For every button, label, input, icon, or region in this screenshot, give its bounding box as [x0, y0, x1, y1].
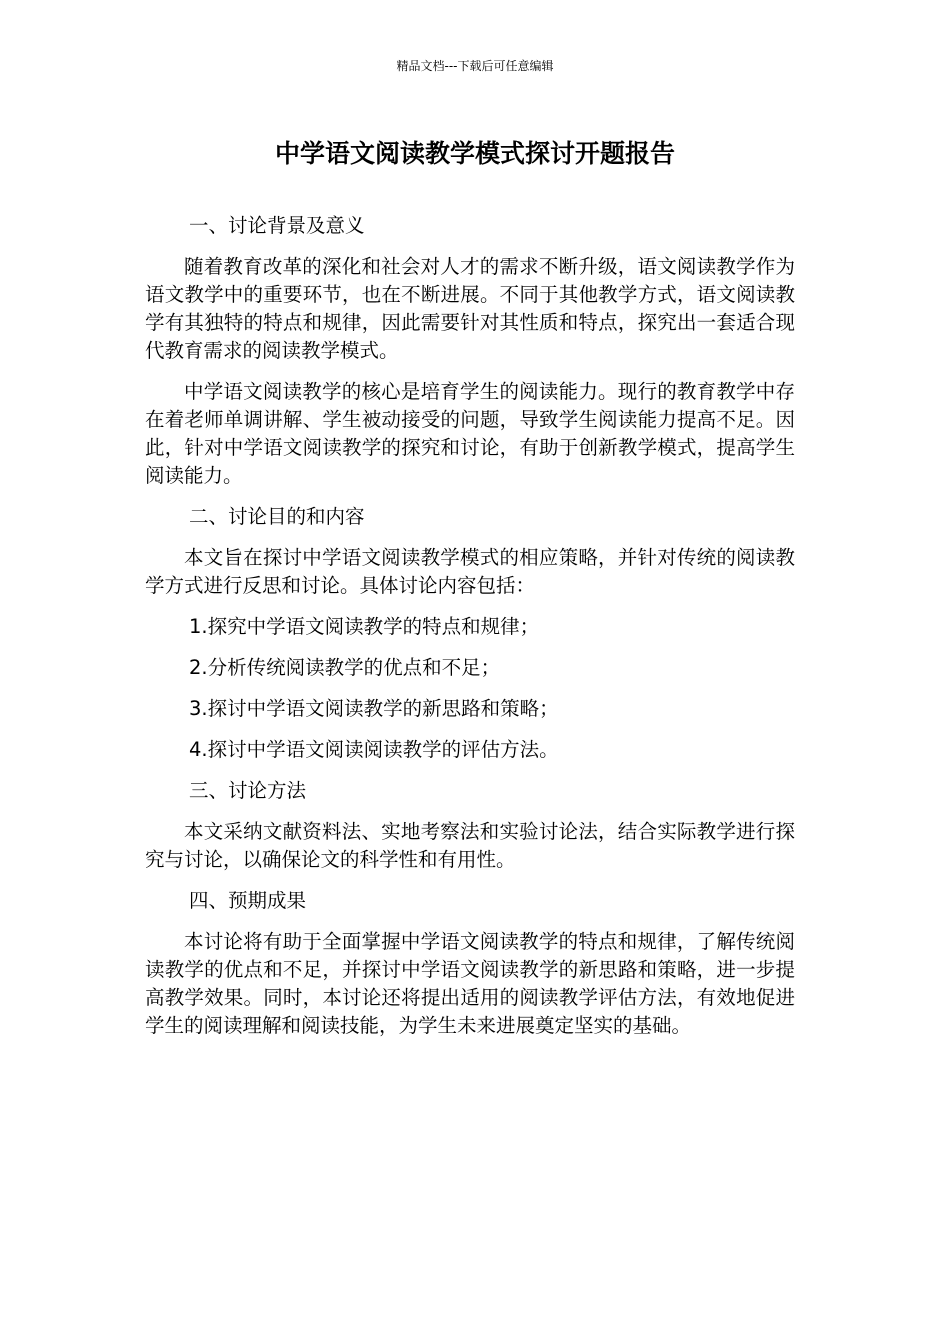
list-item: 4.探讨中学语文阅读阅读教学的评估方法。	[189, 738, 559, 761]
list-item: 3.探讨中学语文阅读教学的新思路和策略；	[189, 697, 559, 720]
paragraph-background-1: 随着教育改革的深化和社会对人才的需求不断升级，语文阅读教学作为语文教学中的重要环节，也在不断进展。不同于其他教学方式，语文阅读教学有其独特的特点和规律，因此需要针对其性质和特点，探究出一套适合现代教育需求的阅读教学模式。	[145, 255, 795, 362]
list-item: 1.探究中学语文阅读教学的特点和规律；	[189, 615, 540, 638]
section-heading-purpose: 二、讨论目的和内容	[189, 505, 365, 528]
list-item: 2.分析传统阅读教学的优点和不足；	[189, 656, 501, 679]
document-body	[145, 212, 795, 1053]
document-title: 中学语文阅读教学模式探讨开题报告	[274, 139, 675, 168]
section-heading-outcome: 四、预期成果	[189, 889, 307, 912]
paragraph-purpose: 本文旨在探讨中学语文阅读教学模式的相应策略，并针对传统的阅读教学方式进行反思和讨论。具体讨论内容包括：	[145, 546, 795, 597]
section-heading-method: 三、讨论方法	[189, 779, 307, 802]
paragraph-method: 本文采纳文献资料法、实地考察法和实验讨论法，结合实际教学进行探究与讨论，以确保论文的科学性和有用性。	[145, 820, 795, 871]
paragraph-background-2: 中学语文阅读教学的核心是培育学生的阅读能力。现行的教育教学中存在着老师单调讲解、学生被动接受的问题，导致学生阅读能力提高不足。因此，针对中学语文阅读教学的探究和讨论，有助于创新教学模式，提高学生阅读能力。	[145, 380, 795, 487]
header-note: 精品文档---下载后可任意编辑	[396, 59, 554, 73]
section-heading-background: 一、讨论背景及意义	[189, 214, 365, 237]
paragraph-outcome: 本讨论将有助于全面掌握中学语文阅读教学的特点和规律，了解传统阅读教学的优点和不足，并探讨中学语文阅读教学的新思路和策略，进一步提高教学效果。同时，本讨论还将提出适用的阅读教学评估方法，有效地促进学生的阅读理解和阅读技能，为学生未来进展奠定坚实的基础。	[145, 930, 795, 1037]
